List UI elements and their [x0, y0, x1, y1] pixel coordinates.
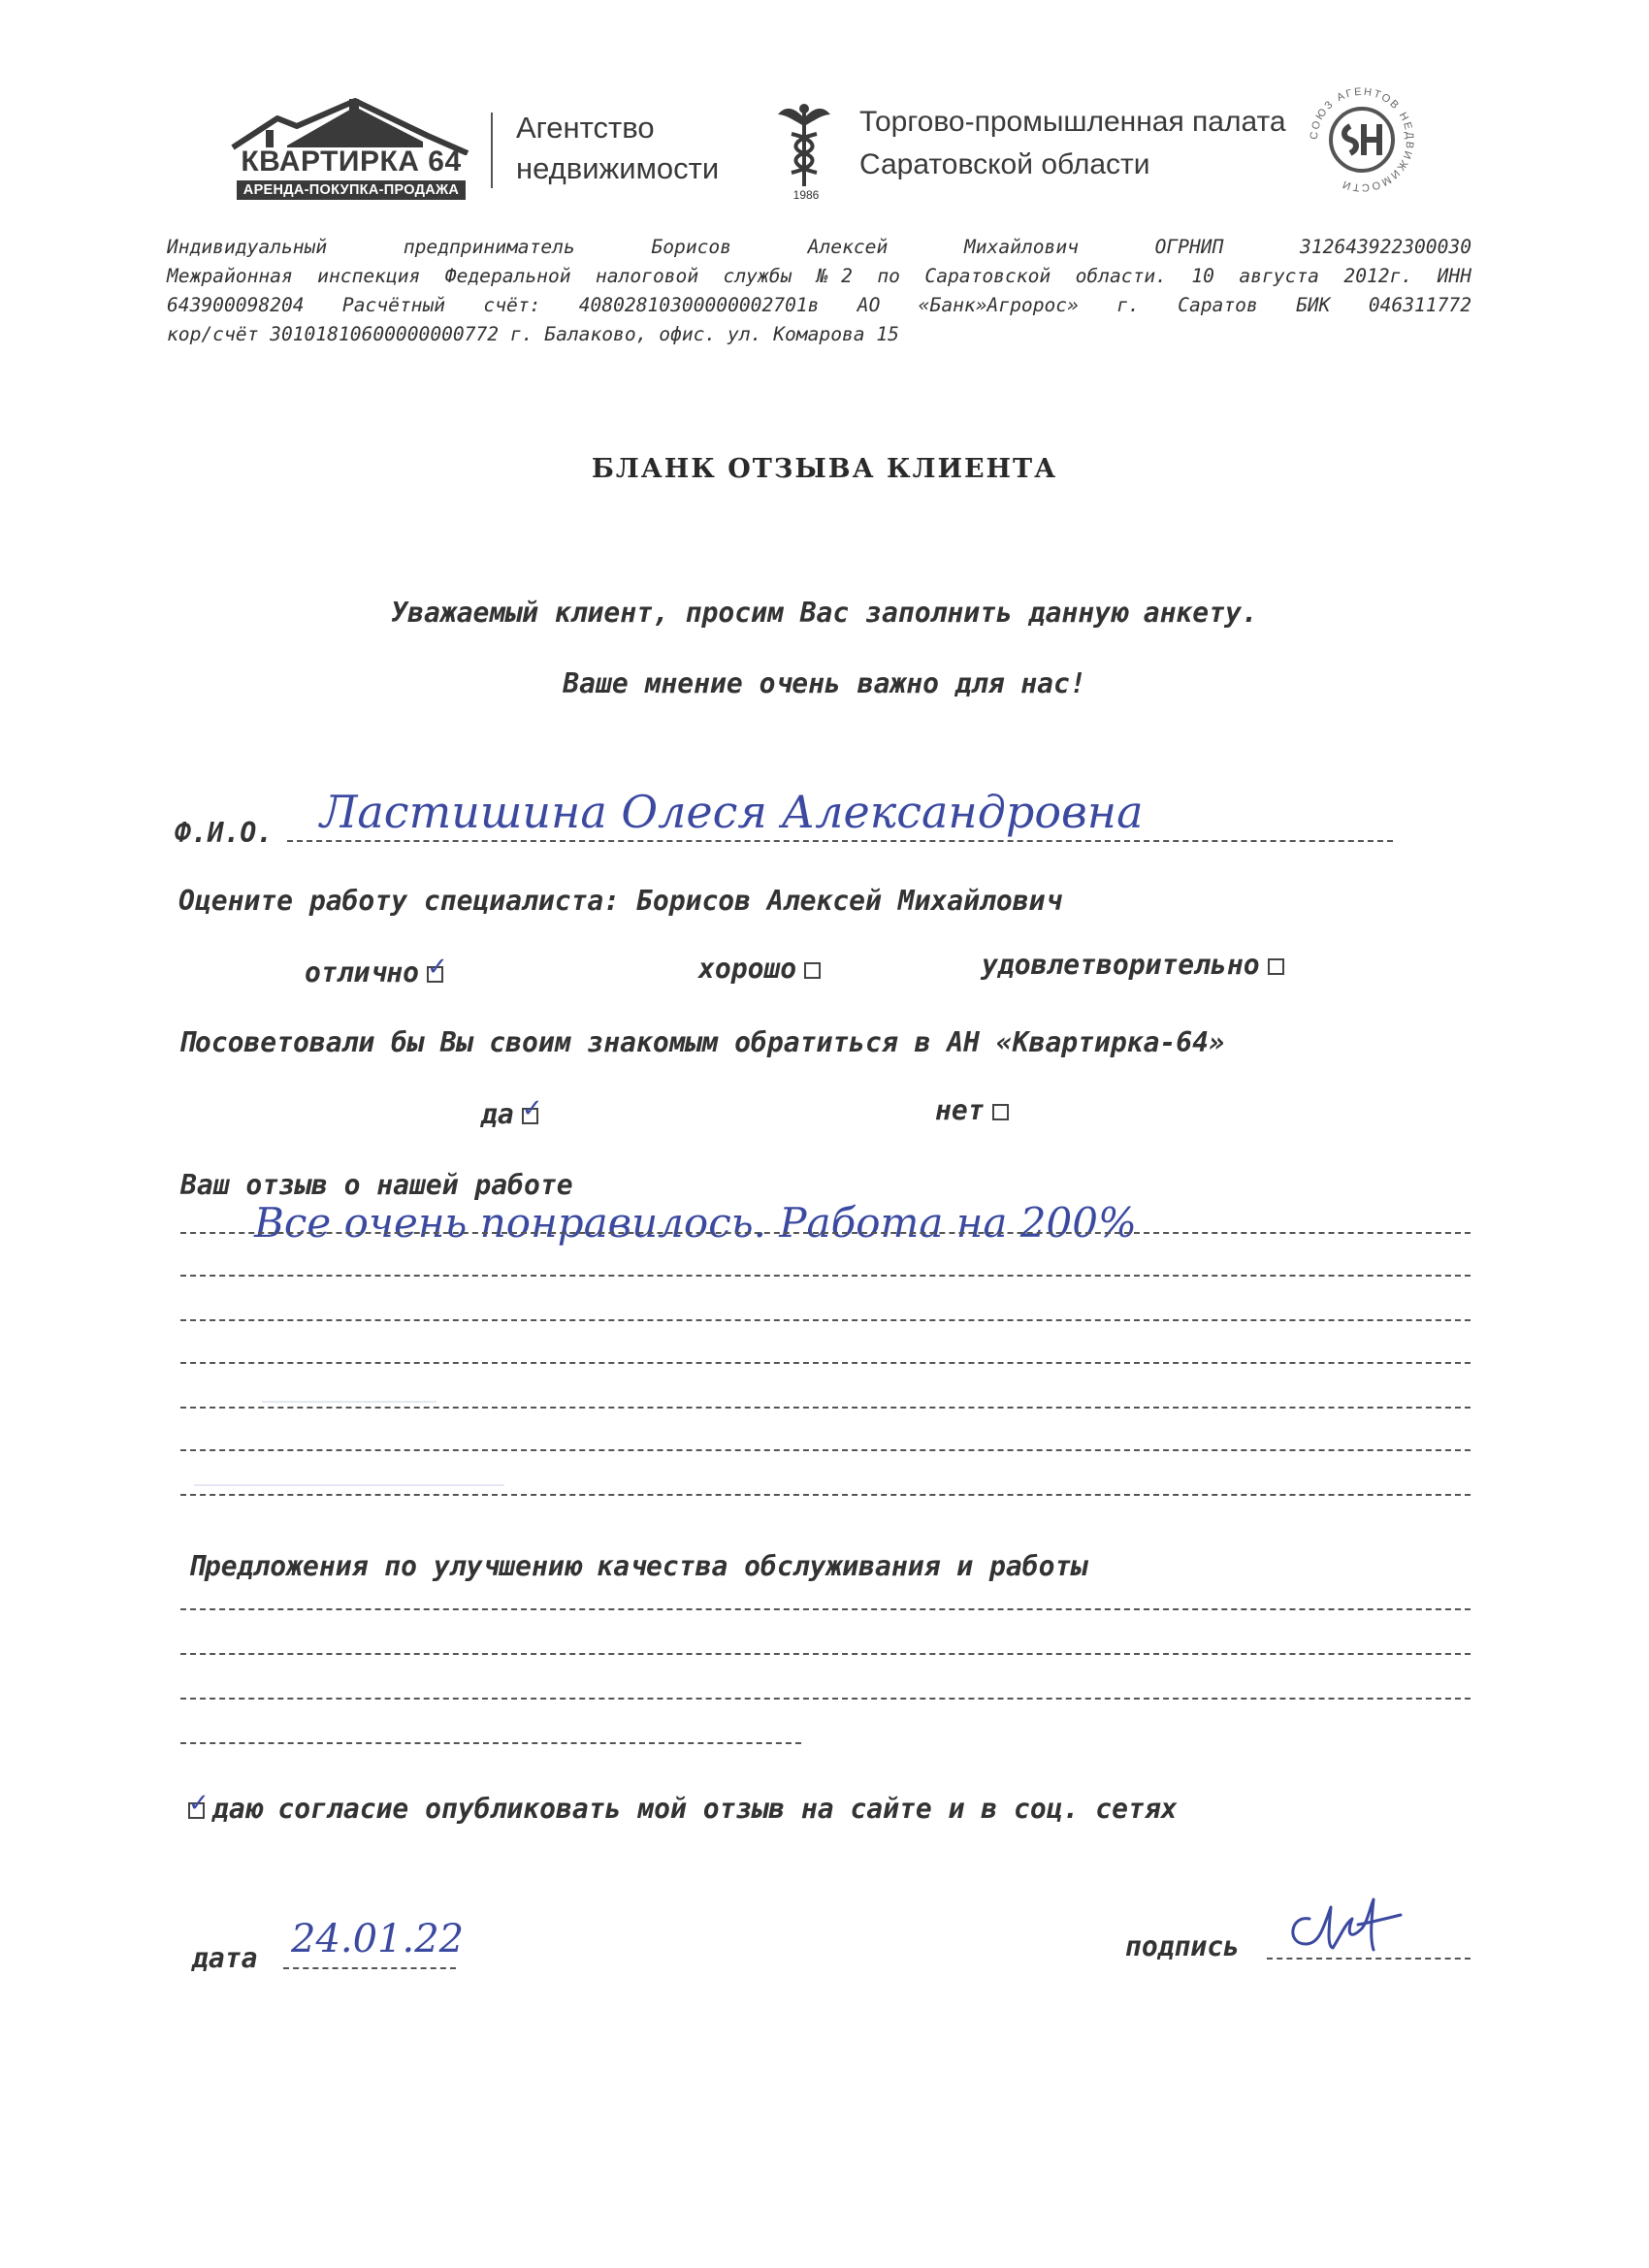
rating-option-label: удовлетворительно	[982, 949, 1260, 981]
recommend-option-yes[interactable]	[481, 1093, 543, 1130]
review-line	[180, 1407, 1471, 1409]
agency-label-line1: Агентство	[516, 111, 655, 145]
rating-option-label: отлично	[305, 956, 420, 988]
review-line	[180, 1494, 1471, 1496]
checkbox-satisfactory[interactable]	[1268, 958, 1284, 975]
logo-name: КВАРТИРКА 64	[241, 146, 462, 178]
review-line	[180, 1232, 1471, 1234]
consent-label: даю согласие опубликовать мой отзыв на сайте и в соц. сетях	[212, 1793, 1178, 1825]
org-info-line: 643900098204 Расчётный счёт: 40802810300000002701в АО «Банк»Агророс» г. Саратов БИК 046311772	[167, 294, 1471, 316]
intro-line-2: Ваше мнение очень важно для нас!	[563, 667, 1086, 699]
checkbox-good[interactable]	[804, 962, 821, 979]
review-line	[180, 1449, 1471, 1451]
suggestions-line	[180, 1608, 1471, 1610]
suggestions-line	[180, 1653, 1471, 1655]
union-seal-icon	[1308, 85, 1416, 194]
chamber-label-line2: Саратовской области	[859, 148, 1150, 180]
review-label: Ваш отзыв о нашей работе	[180, 1169, 573, 1201]
rating-option-excellent[interactable]	[305, 952, 448, 988]
chamber-label-line1: Торгово-промышленная палата	[859, 106, 1286, 138]
org-info-line: кор/счёт 30101810600000000772 г. Балаково, офис. ул. Комарова 15	[167, 323, 899, 345]
checkbox-no[interactable]	[992, 1104, 1009, 1120]
logo-tagline: АРЕНДА-ПОКУПКА-ПРОДАЖА	[237, 180, 466, 200]
fio-label: Ф.И.О.	[175, 817, 274, 849]
caduceus-year: 1986	[792, 188, 820, 202]
agency-label-line2: недвижимости	[516, 151, 720, 185]
checkbox-excellent[interactable]	[427, 952, 448, 983]
recommend-option-label: нет	[935, 1094, 985, 1126]
rating-option-satisfactory[interactable]	[982, 949, 1284, 981]
suggestions-line	[180, 1742, 801, 1744]
checkmark-icon: ✓	[521, 1093, 543, 1123]
suggestions-line	[180, 1698, 1471, 1700]
form-title: БЛАНК ОТЗЫВА КЛИЕНТА	[591, 454, 1058, 484]
checkmark-icon: ✓	[427, 952, 448, 982]
org-info-line: Межрайонная инспекция Федеральной налоговой службы №2 по Саратовской области. 10 августа 2012г. ИНН	[167, 265, 1471, 287]
checkbox-yes[interactable]	[521, 1093, 543, 1124]
rating-option-good[interactable]	[698, 953, 821, 985]
fio-handwritten-value[interactable]: Ластишина Олеся Александровна	[320, 786, 1144, 838]
org-requisites	[167, 233, 1471, 349]
fio-line	[287, 840, 1393, 842]
review-line	[180, 1362, 1471, 1364]
signature-drawing[interactable]	[1280, 1890, 1406, 1958]
recommend-option-label: да	[481, 1098, 514, 1130]
date-line	[283, 1967, 456, 1969]
consent-checkbox[interactable]	[188, 1788, 210, 1819]
signature-line	[1267, 1958, 1471, 1960]
erased-mark	[262, 1401, 436, 1403]
review-line	[180, 1275, 1471, 1277]
seal-text: СОЮЗ АГЕНТОВ НЕДВИЖИМОСТИ	[1308, 85, 1416, 194]
suggestions-label: Предложения по улучшению качества обслуживания и работы	[188, 1550, 1088, 1582]
erased-mark	[194, 1484, 504, 1486]
checkmark-icon: ✓	[188, 1788, 210, 1818]
rating-option-label: хорошо	[698, 953, 797, 985]
rate-label: Оцените работу специалиста: Борисов Алексей Михайлович	[178, 885, 1062, 917]
recommend-label: Посоветовали бы Вы своим знакомым обратиться в АН «Квартирка-64»	[178, 1026, 1225, 1058]
intro-line-1: Уважаемый клиент, просим Вас заполнить данную анкету.	[391, 597, 1258, 629]
org-info-line: Индивидуальный предприниматель Борисов Алексей Михайлович ОГРНИП 312643922300030	[167, 236, 1471, 258]
review-handwritten-value[interactable]: Все очень понравилось. Работа на 200%	[254, 1199, 1137, 1247]
date-label: дата	[192, 1942, 258, 1974]
caduceus-emblem-icon	[774, 101, 834, 202]
signature-label: подпись	[1125, 1930, 1241, 1962]
header-divider	[491, 113, 493, 188]
recommend-option-no[interactable]	[935, 1094, 1009, 1126]
consent-option[interactable]	[188, 1788, 1178, 1825]
review-line	[180, 1319, 1471, 1321]
date-handwritten-value[interactable]: 24.01.22	[291, 1917, 465, 1961]
